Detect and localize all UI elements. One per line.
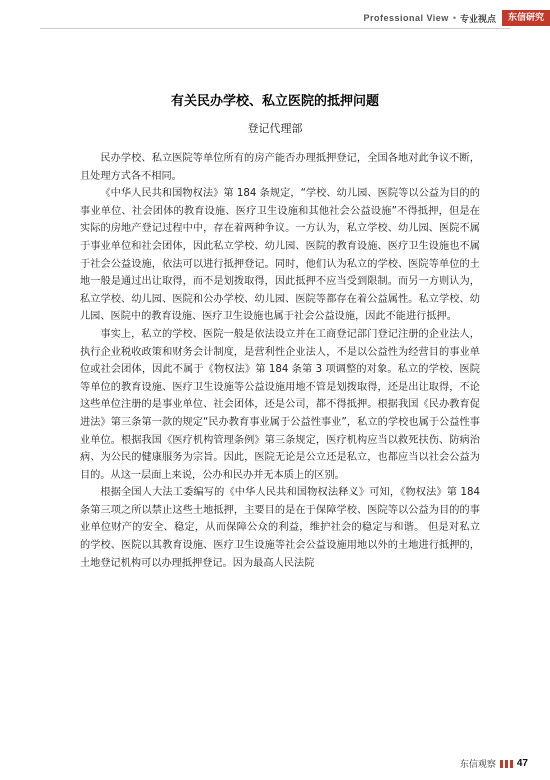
paragraph-1: 民办学校、私立医院等单位所有的房产能否办理抵押登记，全国各地对此争议不断，且处理方式各不相同。 bbox=[80, 153, 480, 182]
header-badge: 东信研究 bbox=[502, 10, 550, 26]
page-number: 47 bbox=[516, 758, 528, 769]
paragraph-4: 根据全国人大法工委编写的《中华人民共和国物权法释义》可知，《物权法》第 184 条第三项之所以禁止这些土地抵押，主要目的是在于保障学校、医院等以公益为目的的事业单位财产的安全、稳定，从而保障公众的利益，维护社会的稳定与和谐。 但是对私立的学校、医院以其教育设施、医疗卫生设施等社会公益设施用地以外的土地进行抵押的，土地登记机构可以办理抵押登记。因为最高人民法院 bbox=[80, 487, 480, 569]
footer-journal-name: 东信观察 bbox=[459, 760, 496, 770]
paragraph-3: 事实上，私立的学校、医院一般是依法设立并在工商登记部门登记注册的企业法人，执行企业税收政策和财务会计制度，是营利性企业法人，不是以公益性为经营目的事业单位或社会团体，因此不属于《物权法》第 184 条第 3 项调整的对象。私立的学校、医院等单位的教育设施、医疗卫生设施等公益设施用地不管是划拨取得，还是出让取得，不论这些单位注册的是事业单位、社会团体，还是公司，都不得抵押。根据我国《民办教育促进法》第三条第一款的规定“民办教育事业属于公益性事业”，私立的学校也属于公益性事业单位。根据我国《医疗机构管理条例》第三条规定，医疗机构应当以救死扶伤、防病治病、为公民的健康服务为宗旨。因此，医院无论是公立还是私立，也都应当以社会公益为目的。从这一层面上来说，公办和民办并无本质上的区别。 bbox=[80, 328, 480, 481]
article-title: 有关民办学校、私立医院的抵押问题 bbox=[170, 94, 379, 109]
page-footer bbox=[460, 757, 528, 770]
running-header bbox=[360, 10, 550, 26]
header-chinese-label: 专业视点 bbox=[459, 14, 496, 25]
header-separator: • bbox=[452, 13, 456, 23]
header-rule bbox=[40, 28, 510, 29]
header-english-label: Professional View bbox=[363, 13, 449, 23]
footer-decoration bbox=[500, 760, 513, 768]
paragraph-2: 《中华人民共和国物权法》第 184 条规定，“学校、幼儿园、医院等以公益为目的的事业单位、社会团体的教育设施、医疗卫生设施和其他社会公益设施”不得抵押，但是在实际的房地产登记过程中中，存在着两种争议。一方认为，私立学校、幼儿园、医院不属于事业单位和社会团体，因此私立学校、幼儿园、医院的教育设施、医疗卫生设施也不属于社会公益设施，依法可以进行抵押登记。同时，他们认为私立的学校、医院等单位的土地一般是通过出让取得，而不是划拨取得，因此抵押不应当受到限制。而另一方则认为，私立学校、幼儿园、医院和公办学校、幼儿园、医院等都存在着公益属性。私立学校、幼儿园、医院中的教育设施、医疗卫生设施也属于社会公益设施，因此不能进行抵押。 bbox=[80, 188, 480, 323]
article-body bbox=[80, 150, 480, 572]
article-author: 登记代理部 bbox=[247, 122, 303, 135]
